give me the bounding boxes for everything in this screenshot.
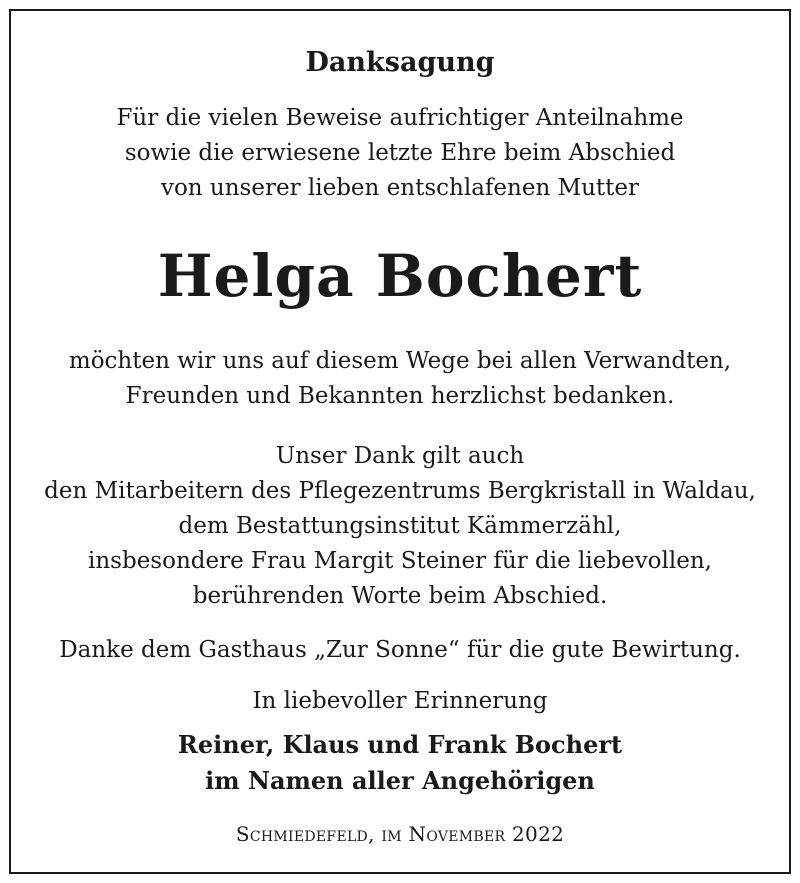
dank-line: insbesondere Frau Margit Steiner für die liebevollen, [88,548,712,574]
intro-line: sowie die erwiesene letzte Ehre beim Abschied [124,140,676,166]
dank-line: Unser Dank gilt auch [275,443,525,469]
intro-line: Für die vielen Beweise aufrichtiger Anteilnahme [116,105,684,131]
deceased-name: Helga Bochert [157,242,643,310]
memory-line: In liebevoller Erinnerung [252,688,548,714]
gasthaus-line: Danke dem Gasthaus „Zur Sonne“ für die gute Bewirtung. [59,637,741,663]
thanks-paragraph [11,344,789,414]
dank-line: dem Bestattungsinstitut Kämmerzähl, [178,513,622,539]
dank-line: berührenden Worte beim Abschied. [192,583,608,609]
obituary-notice-frame [9,9,791,874]
thanks-line: möchten wir uns auf diesem Wege bei allen Verwandten, [68,348,732,374]
signer-line: im Namen aller Angehörigen [205,766,595,795]
dank-line: den Mitarbeitern des Pflegezentrums Bergkristall in Waldau, [44,478,756,504]
intro-line: von unserer lieben entschlafenen Mutter [160,175,640,201]
dank-paragraph [11,439,789,614]
notice-title: Danksagung [305,47,495,78]
intro-paragraph [11,101,789,206]
signers [11,727,789,799]
place-date: Schmiedefeld, im November 2022 [235,822,565,846]
thanks-line: Freunden und Bekannten herzlichst bedanken. [125,383,675,409]
signer-line: Reiner, Klaus und Frank Bochert [177,730,623,759]
